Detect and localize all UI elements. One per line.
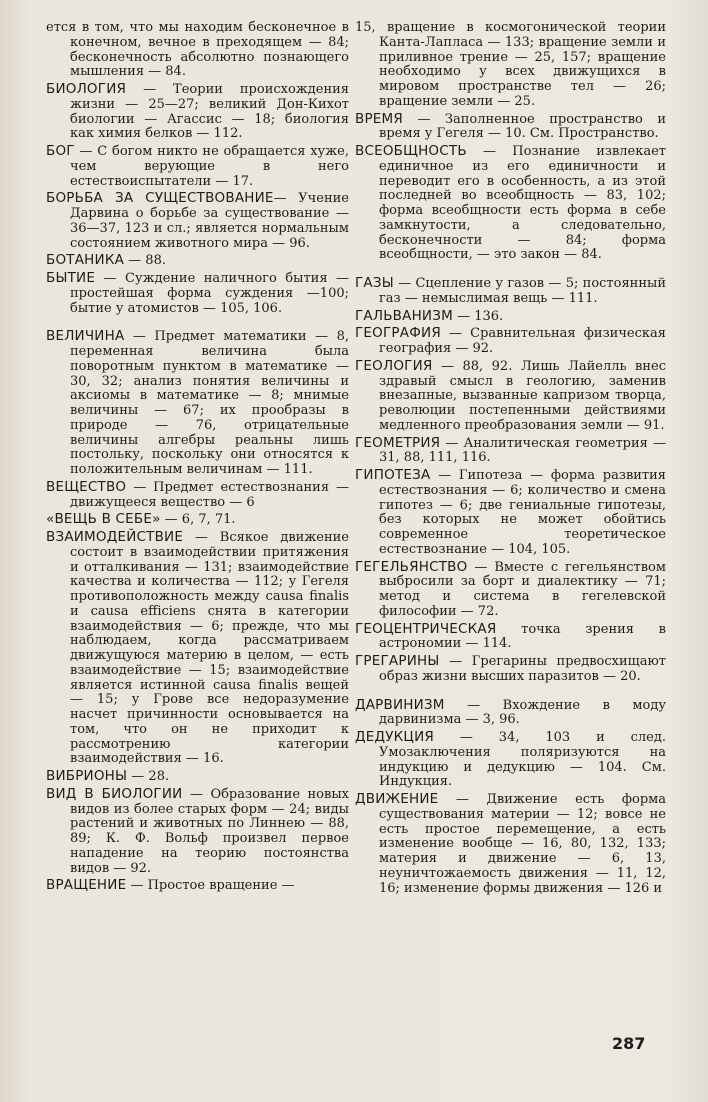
entry-text: — Движение есть форма существования материи — 12; вовсе не есть простое перемещение, а есть изменение вообще — 16, 80, 132, 133; материя и движение — 6, 13, неуничтожаемость движения — 11, 12, 16; изменение формы движения — 126 и bbox=[379, 792, 666, 896]
entry-text: — Всякое движение состоит в взаимодействии притяжения и отталкивания — 131; взаимодействие качества и количества — 112; у Гегеля противоположность между causa finalis и causa efficiens снята в категории взаимодействия — 6; прежде, что мы наблюдаем, когда рассматриваем движущуюся материю в целом, — есть взаимодействие — 15; взаимодействие является истинной causa finalis вещей — 15; у Грове все недоразумение насчет причинности основывается на том, что он не приходит к рассмотрению категории взаимодействия — 16. bbox=[70, 530, 349, 767]
index-entry bbox=[46, 878, 349, 894]
entry-heading: БИОЛОГИЯ bbox=[46, 81, 127, 97]
index-entry bbox=[46, 191, 349, 251]
entry-heading: ВСЕОБЩНОСТЬ bbox=[355, 143, 467, 159]
index-entry bbox=[355, 436, 666, 467]
index-column-left bbox=[46, 20, 349, 896]
entry-text: — Вместе с гегельянством выбросили за борт и диалектику — 71; метод и система в гегелевской философии — 72. bbox=[379, 559, 666, 619]
entry-text: — 88. bbox=[124, 253, 166, 269]
index-entry bbox=[355, 560, 666, 620]
entry-text: — Теории происхождения жизни — 25—27; великий Дон-Кихот биологии — Агассис — 18; биология как химия белков — 112. bbox=[70, 82, 349, 142]
index-entry bbox=[46, 329, 349, 478]
entry-heading: БОГ bbox=[46, 143, 75, 159]
index-entry bbox=[355, 792, 666, 896]
index-entry bbox=[355, 326, 666, 357]
entry-text: — Заполненное пространство и время у Гегеля — 10. См. Пространство. bbox=[379, 111, 666, 142]
index-entry bbox=[46, 144, 349, 189]
index-entry bbox=[46, 82, 349, 142]
entry-heading: ДЕДУКЦИЯ bbox=[355, 729, 434, 745]
entry-text: — Простое вращение — bbox=[126, 878, 295, 894]
entry-text: — С богом никто не обращается хуже, чем верующие в него естествоиспытатели — 17. bbox=[70, 144, 349, 189]
entry-text: — Сравнительная физическая география — 92. bbox=[379, 326, 666, 356]
entry-heading: ГЕГЕЛЬЯНСТВО bbox=[355, 558, 468, 575]
entry-text: — 28. bbox=[127, 769, 170, 784]
index-entry bbox=[46, 271, 349, 316]
entry-text: — Грегарины предвосхищают образ жизни высших паразитов — 20. bbox=[379, 654, 666, 684]
entry-heading: ВЗАИМОДЕЙСТВИЕ bbox=[46, 529, 184, 545]
entry-heading: ГАЛЬВАНИЗМ bbox=[355, 307, 453, 324]
index-entry bbox=[46, 530, 349, 767]
entry-heading: ГЕОМЕТРИЯ bbox=[355, 434, 441, 451]
entry-text: — Сцепление у газов — 5; постоянный газ — немыслимая вещь — 111. bbox=[379, 276, 666, 306]
index-entry bbox=[46, 769, 349, 785]
index-entry bbox=[46, 512, 349, 528]
entry-text: 15, вращение в космогонической теории Канта-Лапласа — 133; вращение земли и приливное трение — 25, 157; вращение необходимо у всех движущихся в мировом пространстве тел — 26; вращение земли — 25. bbox=[355, 20, 666, 109]
entry-text: — Познание извлекает единичное из его единичности и переводит его в особенность, а из этой последней во всеобщность — 83, 102; форма всеобщности есть форма в себе замкнутости, а следовательно, бесконечности — 84; форма всеобщности, — это закон — 84. bbox=[379, 144, 666, 263]
entry-text: — 34, 103 и след. Умозаключения поляризуются на индукцию и дедукцию — 104. См. Индукция. bbox=[379, 730, 666, 790]
letter-section-gap bbox=[355, 265, 666, 276]
entry-text: — Гипотеза — форма развития естествознания — 6; количество и смена гипотез — 6; две гениальные гипотезы, без которых не может обойтись современное теоретическое естествознание — 104, 105. bbox=[379, 468, 666, 557]
entry-heading: ГЕОЛОГИЯ bbox=[355, 357, 433, 374]
entry-heading: ВЕЩЕСТВО bbox=[46, 478, 127, 495]
index-entry bbox=[46, 253, 349, 269]
index-entry bbox=[46, 787, 349, 877]
entry-heading: «ВЕЩЬ В СЕБЕ» bbox=[46, 511, 161, 528]
index-entry bbox=[355, 309, 666, 325]
entry-text: — Суждение наличного бытия — простейшая форма суждения —100; бытие у атомистов — 105, 106. bbox=[70, 271, 349, 316]
index-entry bbox=[355, 468, 666, 558]
index-entry bbox=[355, 20, 666, 110]
entry-heading: ДАРВИНИЗМ bbox=[355, 696, 445, 713]
entry-heading: ГРЕГАРИНЫ bbox=[355, 653, 440, 669]
index-entry bbox=[355, 622, 666, 653]
entry-heading: ГЕОЦЕНТРИЧЕСКАЯ bbox=[355, 620, 497, 637]
entry-heading: ГАЗЫ bbox=[355, 275, 394, 291]
entry-heading: ВИД В БИОЛОГИИ bbox=[46, 785, 183, 802]
entry-text: ется в том, что мы находим бесконечное в конечном, вечное в преходящем — 84; бесконечность абсолютно познающего мышления — 84. bbox=[46, 20, 349, 80]
index-column-right bbox=[355, 20, 666, 898]
entry-heading: БОРЬБА ЗА СУЩЕСТВОВАНИЕ bbox=[46, 190, 274, 207]
entry-text: — Вхождение в моду дарвинизма — 3, 96. bbox=[379, 697, 666, 728]
entry-text: — 88, 92. Лишь Лайелль внес здравый смысл в геологию, заменив внезапные, вызванные капризом творца, революции постепенными действиями медленного преобразования земли — 91. bbox=[379, 358, 666, 433]
index-entry bbox=[46, 20, 349, 80]
entry-heading: ВРЕМЯ bbox=[355, 110, 403, 127]
entry-text: — Предмет математики — 8, переменная величина была поворотным пунктом в математике — 30, 32; анализ понятия величины и аксиомы в математике — 8; мнимые величины — 67; их прообразы в природе — 76, отрицательные величины алгебры реальны лишь постольку, поскольку они относятся к положительным величинам — 111. bbox=[70, 329, 349, 477]
entry-heading: ВРАЩЕНИЕ bbox=[46, 877, 127, 894]
index-entry bbox=[355, 698, 666, 729]
entry-text: — 136. bbox=[452, 308, 504, 324]
entry-heading: ГИПОТЕЗА bbox=[355, 467, 431, 483]
index-entry bbox=[355, 144, 666, 263]
entry-heading: БЫТИЕ bbox=[46, 270, 96, 286]
entry-heading: ВЕЛИЧИНА bbox=[46, 328, 125, 345]
entry-text: — Образование новых видов из более старых форм — 24; виды растений и животных по Линнею — 88, 89; К. Ф. Вольф произвел первое нападение на теорию постоянства видов — 92. bbox=[70, 786, 349, 876]
entry-text: — Предмет естествознания — движущееся вещество — 6 bbox=[70, 479, 349, 510]
entry-text: точка зрения в астрономии — 114. bbox=[379, 621, 666, 652]
index-entry bbox=[355, 112, 666, 143]
index-entry bbox=[355, 276, 666, 307]
entry-heading: ДВИЖЕНИЕ bbox=[355, 791, 439, 807]
index-entry bbox=[355, 654, 666, 685]
index-entry bbox=[355, 730, 666, 790]
entry-text: — 6, 7, 71. bbox=[160, 512, 236, 528]
index-entry bbox=[46, 480, 349, 511]
entry-text: — Аналитическая геометрия — 31, 88, 111, 116. bbox=[379, 435, 666, 466]
entry-heading: ВИБРИОНЫ bbox=[46, 768, 128, 784]
entry-text: — Учение Дарвина о борьбе за существование — 36—37, 123 и сл.; является нормальным состоянием животного мира — 96. bbox=[70, 191, 349, 251]
index-entry bbox=[355, 359, 666, 434]
entry-heading: БОТАНИКА bbox=[46, 252, 125, 269]
page-number: 287 bbox=[612, 1034, 646, 1053]
entry-heading: ГЕОГРАФИЯ bbox=[355, 325, 441, 342]
